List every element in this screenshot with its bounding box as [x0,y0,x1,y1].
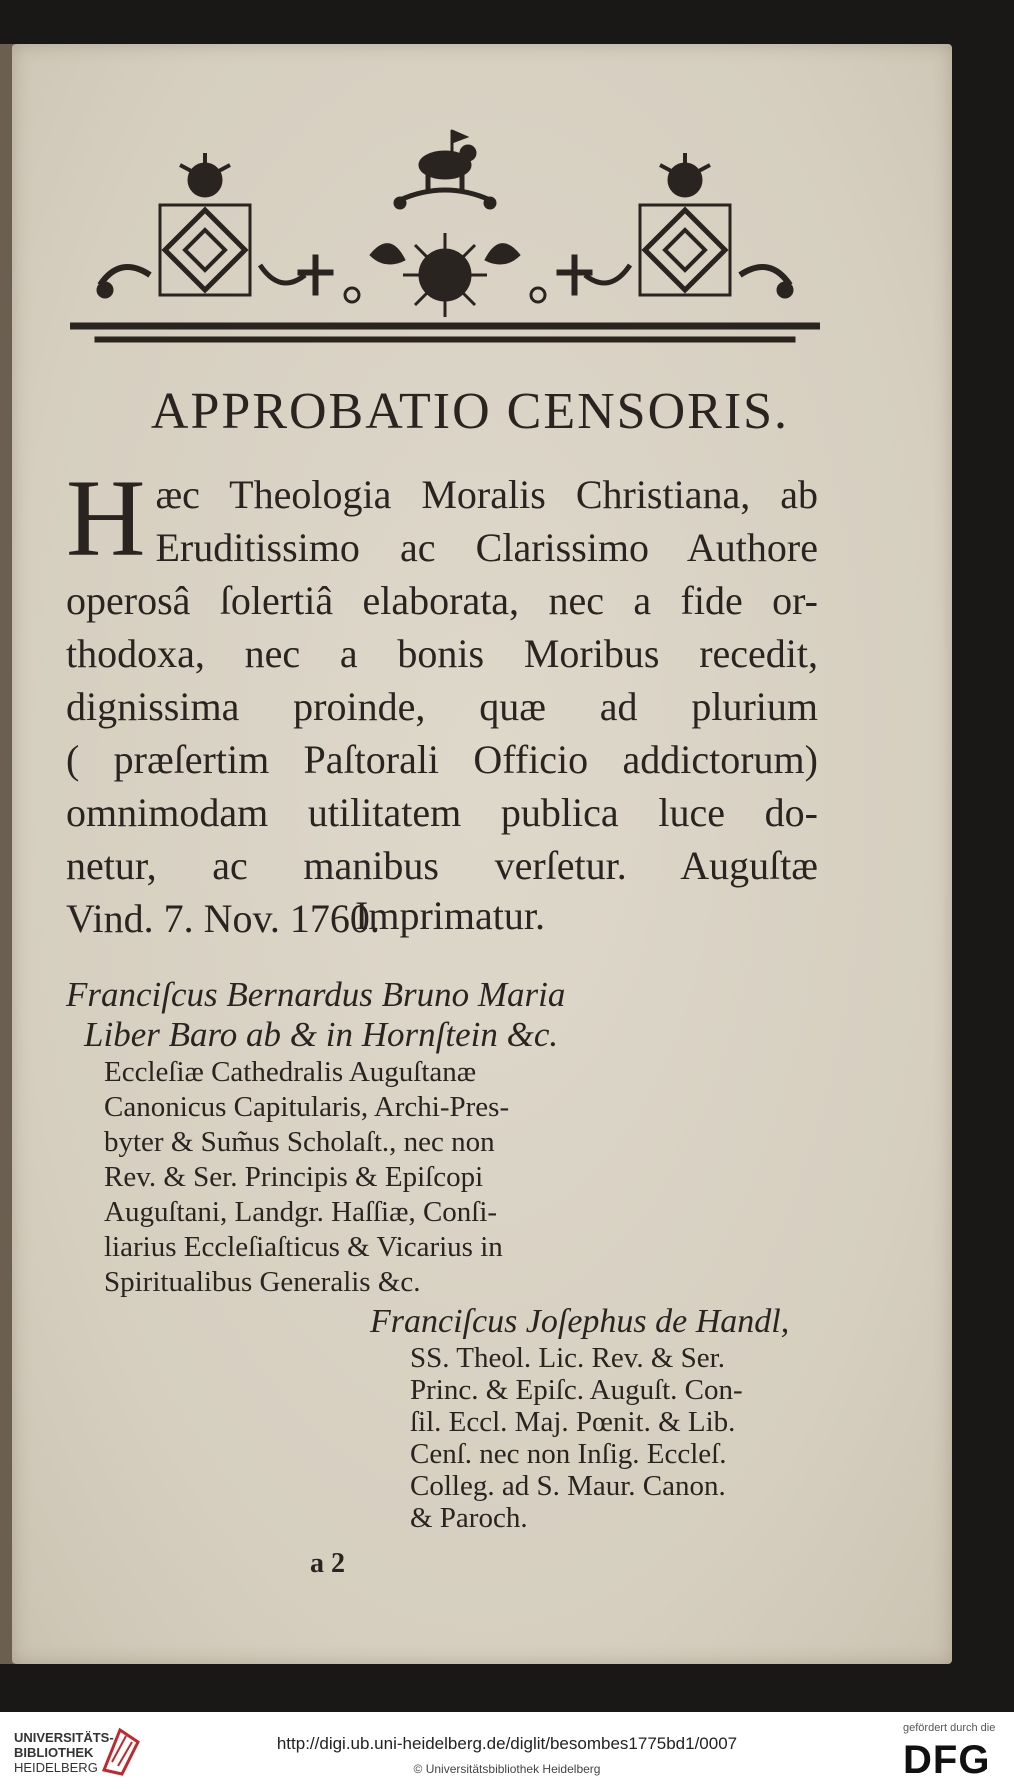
logo-text: BIBLIOTHEK [14,1745,94,1760]
signatory-title-line: Eccleſiæ Cathedralis Auguſtanæ [104,1056,477,1088]
drop-cap: H [66,457,146,579]
logo-text: UNIVERSITÄTS- [14,1730,114,1745]
signatory-title-line: Colleg. ad S. Maur. Canon. [410,1470,726,1502]
text-line: omnimodam utilitatem publica luce do- [66,790,818,835]
signatory-title-line: Rev. & Ser. Principis & Epiſcopi [104,1161,484,1193]
dfg-logo[interactable]: DFG [903,1738,991,1782]
signatory-title-line: SS. Theol. Lic. Rev. & Ser. [410,1342,725,1374]
permalink-url[interactable]: http://digi.ub.uni-heidelberg.de/diglit/besombes1775bd1/0007 [276,1734,738,1753]
signature-block-1 [66,975,606,1300]
signatory-title-line: Princ. & Epiſc. Auguſt. Con- [410,1374,743,1406]
text-line: æc Theologia Moralis Christiana, ab [155,472,818,517]
signatory-title-line: Canonicus Capitularis, Archi-Pres- [104,1091,510,1123]
text-line: ( præſertim Paſtorali Officio addictorum) [66,737,818,782]
signature-block-2 [370,1302,810,1534]
signatory-title-line: Cenſ. nec non Inſig. Eccleſ. [410,1438,727,1470]
signatory-title-line: ſil. Eccl. Maj. Pœnit. & Lib. [410,1406,736,1438]
signatory-title-line: Spiritualibus Generalis &c. [104,1266,421,1298]
page-title: APPROBATIO CENSORIS. [150,383,790,440]
text-line: operosâ ſolertiâ elaborata, nec a fide or- [66,578,818,623]
signatory-title-line: Auguſtani, Landgr. Haſſiæ, Conſi- [104,1196,498,1228]
headpiece-ornament [70,125,820,360]
approbation-text [66,457,818,945]
signatory-title-line: byter & Sum̃us Scholaſt., nec non [104,1126,495,1158]
text-line: netur, ac manibus verſetur. Auguſtæ [66,843,818,888]
funding-text: gefördert durch die [903,1722,996,1734]
signatory-title-line: & Paroch. [410,1502,528,1534]
text-line: Vind. 7. Nov. 1760. [66,896,380,941]
copyright-notice: © Universitätsbibliothek Heidelberg [413,1762,601,1776]
text-line: dignissima proinde, quæ ad plurium [66,684,818,729]
logo-text: HEIDELBERG [14,1760,98,1775]
text-line: thodoxa, nec a bonis Moribus recedit, [66,631,818,676]
imprimatur-heading: Imprimatur. [355,893,545,938]
signatory-name: Franciſcus Joſephus de Handl, [370,1303,790,1340]
signatory-name: Liber Baro ab & in Hornſtein &c. [84,1015,559,1054]
signatory-name: Franciſcus Bernardus Bruno Maria [66,975,566,1014]
signatory-title-line: liarius Eccleſiaſticus & Vicarius in [104,1231,503,1263]
signature-mark: a 2 [310,1548,345,1579]
viewer-footer [0,1712,1014,1789]
text-line: Eruditissimo ac Clarissimo Authore [155,525,818,570]
